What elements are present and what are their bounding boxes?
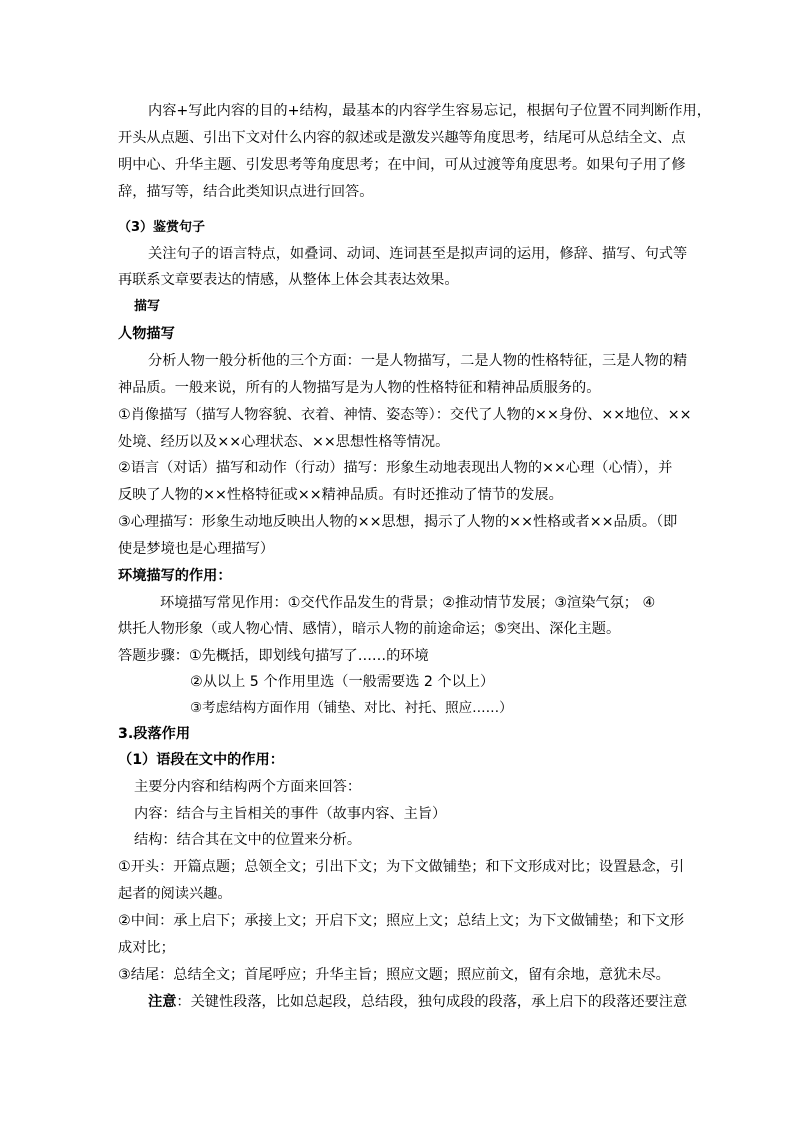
note-line [148, 992, 688, 1012]
section-heading: 人物描写 [118, 326, 175, 342]
list-item: ③心理描写：形象生动地反映出人物的××思想，揭示了人物的××性格或者××品质。（即 [118, 514, 678, 530]
paragraph-line: 神品质。一般来说，所有的人物描写是为人物的性格特征和精神品质服务的。 [118, 380, 601, 396]
list-item: ②语言（对话）描写和动作（行动）描写：形象生动地表现出人物的××心理（心情），并 [118, 460, 673, 476]
answer-step: ②从以上 5 个作用里选（一般需要选 2 个以上） [190, 674, 495, 690]
paragraph-line: 明中心、升华主题、引发思考等角度思考；在中间，可从过渡等角度思考。如果句子用了修 [118, 157, 686, 173]
note-text: ：关键性段落，比如总起段，总结段，独句成段的段落，承上启下的段落还要注意 [176, 994, 688, 1010]
paragraph-line: 内容：结合与主旨相关的事件（故事内容、主旨） [134, 806, 447, 822]
section-heading: （3）鉴赏句子 [118, 220, 206, 235]
paragraph-line: 关注句子的语言特点，如叠词、动词、连词甚至是拟声词的运用，修辞、描写、句式等 [148, 246, 688, 262]
paragraph-line: 开头从点题、引出下文对什么内容的叙述或是激发兴趣等角度思考，结尾可从总结全文、点 [118, 130, 686, 146]
paragraph-line: 内容+写此内容的目的+结构，最基本的内容学生容易忘记，根据句子位置不同判断作用， [148, 103, 711, 119]
section-heading: 3.段落作用 [118, 726, 191, 742]
paragraph-line: 主要分内容和结构两个方面来回答： [134, 779, 362, 795]
paragraph-line: 再联系文章要表达的情感，从整体上体会其表达效果。 [118, 272, 459, 288]
paragraph-line: 辞，描写等，结合此类知识点进行回答。 [118, 184, 374, 200]
section-heading: 环境描写的作用： [118, 568, 232, 584]
answer-step: 答题步骤：①先概括，即划线句描写了……的环境 [118, 648, 429, 664]
paragraph-line: 结构：结合其在文中的位置来分析。 [134, 832, 362, 848]
paragraph-line: 环境描写常见作用：①交代作品发生的背景；②推动情节发展；③渲染气氛； ④ [160, 595, 656, 611]
list-item: 反映了人物的××性格特征或××精神品质。有时还推动了情节的发展。 [118, 487, 563, 503]
list-item: ①肖像描写（描写人物容貌、衣着、神情、姿态等）：交代了人物的××身份、××地位、×× [118, 407, 692, 423]
list-item: 成对比； [118, 940, 175, 956]
list-item: 处境、经历以及××心理状态、××思想性格等情况。 [118, 434, 450, 450]
list-item: ②中间：承上启下；承接上文；开启下文；照应上文；总结上文；为下文做铺垫；和下文形 [118, 913, 685, 929]
list-item: ①开头：开篇点题；总领全文；引出下文；为下文做铺垫；和下文形成对比；设置悬念，引 [118, 859, 685, 875]
note-label: 注意 [148, 994, 177, 1010]
answer-step: ③考虑结构方面作用（铺垫、对比、衬托、照应……） [190, 700, 513, 716]
paragraph-line: 分析人物一般分析他的三个方面：一是人物描写，二是人物的性格特征，三是人物的精 [148, 353, 688, 369]
section-heading: 描写 [134, 299, 161, 314]
paragraph-line: 烘托人物形象（或人物心情、感情），暗示人物的前途命运；⑤突出、深化主题。 [118, 621, 621, 637]
list-item: ③结尾：总结全文；首尾呼应；升华主旨；照应文题；照应前文，留有余地，意犹未尽。 [118, 967, 670, 983]
list-item: 使是梦境也是心理描写） [118, 541, 275, 557]
list-item: 起者的阅读兴趣。 [118, 886, 232, 902]
section-heading: （1）语段在文中的作用： [118, 752, 284, 768]
